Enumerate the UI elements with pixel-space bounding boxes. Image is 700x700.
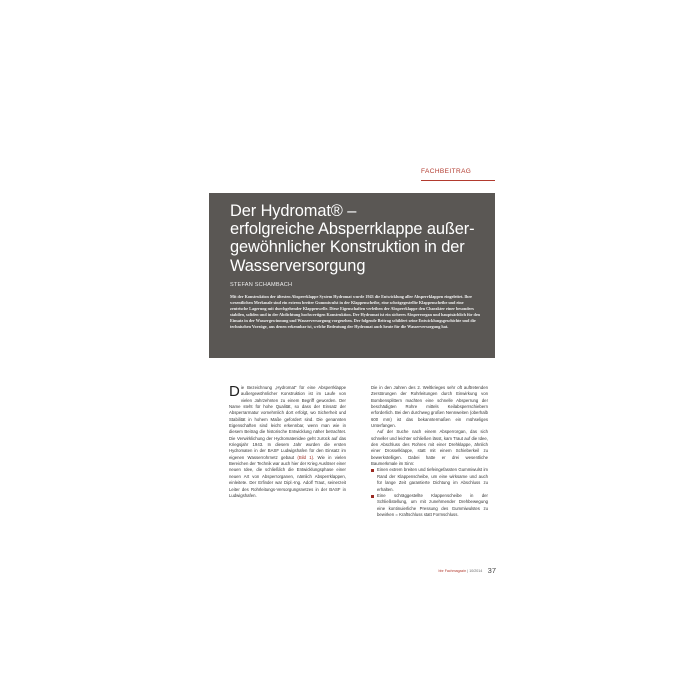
figure-reference: (Bild 1) [297, 454, 314, 460]
bullet-item [371, 493, 488, 518]
page-number: 37 [487, 566, 496, 576]
bullet-square-icon [371, 469, 374, 472]
body-text: . Wie in vielen Bereichen der Technik war auch hier der Krieg Auslöser einer neuen Idee, die schließlich die Entwicklungsphase einer neuen Art von Absperrorganen, nämlich Absperrklappen, einleitete. Der Erfinder war Dipl.-Ing. Adolf Traut, seinerzeit Leiter des Rohrleitungs-Versorgungsnetzes in der BASF in Ludwigshafen. [229, 454, 346, 498]
body-column-right [371, 385, 488, 518]
lead-paragraph: Mit der Konstruktion der ältesten Absperrklappe System Hydromat wurde 1943 die Entwicklung aller Absperrklappen eingeleitet. Ihre wesentlichen Merkmale sind ein extrem breiter Gummiwulst in der Klappenscheibe, eine schrägegestellte Klappenscheibe und eine zentrische Lagerung mit durchgehender Klappenwelle. Diese Eigenschaften verleihen der Absperrklappe den Charakter einer besonders stabilen, soliden und in der Abdichtung hochwertigen Konstruktion. Der Hydromat ist ein sicheres Absperrorgan und hauptsächlich für den Einsatz in der Wassergewinnung und Wasserversorgung vorgesehen. Der folgende Beitrag schildert seine Entwicklungsgeschichte und die technischen Vorzüge, aus denen erkennbar ist, welche Bedeutung der Hydromat auch heute für die Wasserversorgung hat. [230, 293, 481, 330]
bullet-item [371, 467, 488, 492]
page-footer [424, 562, 496, 576]
bullet-text: Einen extrem breiten und tiefeingefassten Gummiwulst im Rand der Klappenscheibe, um eine wirksame und auch für lange Zeit garantierte Dichtung im Abschluss zu erhalten. [377, 467, 488, 492]
title-line-4: Wasserversorgung [230, 256, 366, 275]
bullet-text: Eine schräggestellte Klappenscheibe in der Schließstellung, um mit zunehmender Drehbewegung eine kontinuierliche Pressung des Gummiwulstes zu bewirken = Kraftschluss statt Formschluss. [377, 492, 488, 517]
title-line-2: erfolgreiche Absperrklappe außer- [230, 220, 475, 239]
journal-issue-separator: | [466, 568, 470, 573]
article-title [230, 202, 479, 275]
body-paragraph [229, 385, 346, 499]
title-line-3: gewöhnlicher Konstruktion in der [230, 238, 465, 257]
journal-name: bbr Fachmagazin [438, 568, 467, 573]
body-paragraph-2: Auf der Suche nach einem Absperrorgan, das sich schneller und leichter schließen lässt, kam Traut auf die Idee, den Abschluss des Rohres mit einer Drehklappe, ähnlich einer Drosselklappe, statt mit einem Schieberkeil zu bewerkstelligen. Dabei hatte er drei wesentliche Baumerkmale im Sinn: [371, 429, 488, 467]
title-line-1: Der Hydromat® – [230, 202, 357, 220]
bullet-square-icon [371, 495, 374, 498]
body-column-left [229, 385, 346, 499]
body-text: ie Bezeichnung „Hydromat“ für eine Absperrklappe außergewöhnlicher Konstruktion ist im Laufe von vielen Jahrzehnten zu einem Begriff geworden. Der Name steht für hohe Qualität, so dass der Einsatz der Absperrarmatur vornehmlich dort erfolgt, wo Sicherheit und Stabilität in hohem Maße gefordert sind. Die genannten Eigenschaften sind leicht erkennbar, wenn man wie in diesem Beitrag die historische Entwicklung näher betrachtet. Die Verwirklichung der Hydromatenidee geht zurück auf das Kriegsjahr 1943. In diesem Jahr wurden die ersten Hydromaten in der BASF Ludwigshafen für den Einsatz im eigenen Wasserrohrnetz gebaut [229, 385, 346, 460]
category-underline [421, 180, 495, 181]
body-columns [229, 385, 495, 535]
body-paragraph-1: Die in den Jahren des 2. Weltkrieges sehr oft auftretenden Zerstörungen der Rohrleitungen durch Einwirkung von Bombensplittern machten eine schnelle Absperrung der beschädigten Rohre mittels Keilabsperrschiebern erforderlich. Bei den durchweg großen Nennweiten (oberhalb 600 mm) ist das bekanntermaßen ein mühseliges Unterfangen. [371, 385, 488, 429]
drop-cap: D [229, 383, 240, 400]
title-box [209, 193, 495, 358]
category-label: FACHBEITRAG [421, 168, 472, 175]
journal-issue: 10/2014 [469, 568, 483, 573]
author-name: STEFAN SCHAMBACH [230, 281, 293, 288]
